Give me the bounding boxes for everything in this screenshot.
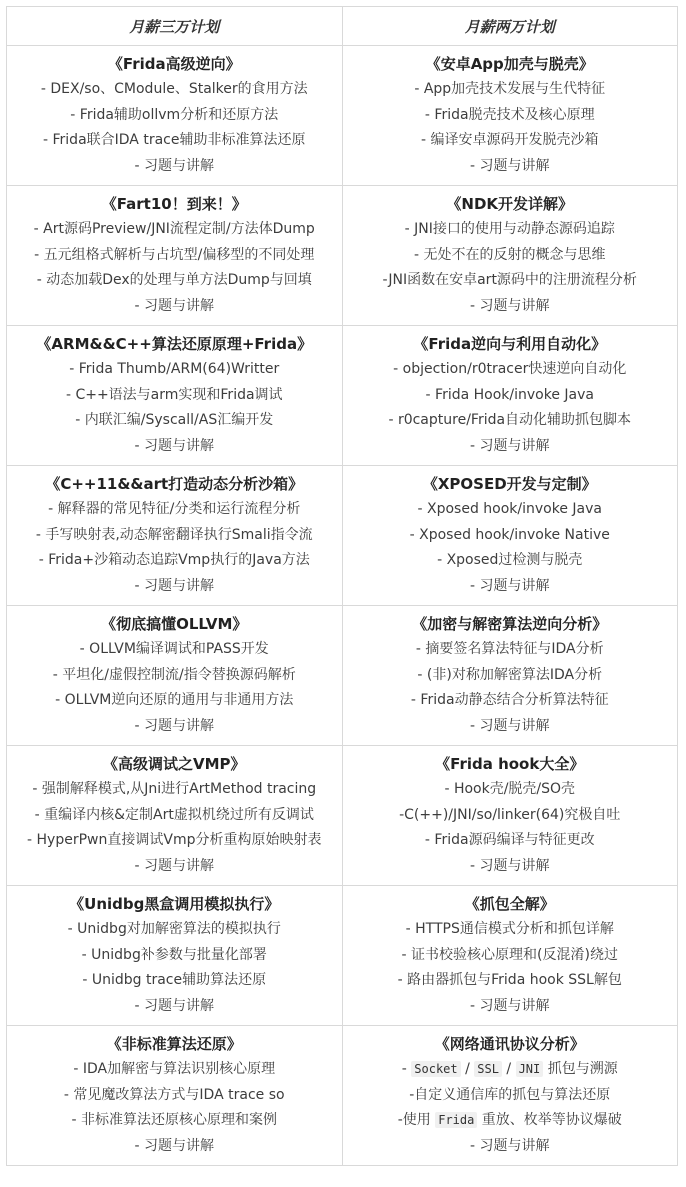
course-title: 《ARM&&C++算法还原原理+Frida》 [36, 335, 313, 353]
inline-code: Frida [435, 1112, 477, 1128]
table-row [7, 746, 678, 886]
course-topic: - Xposed hook/invoke Native [409, 526, 610, 543]
course-title: 《彻底搞懂OLLVM》 [101, 615, 248, 633]
watermark [657, 1143, 668, 1173]
course-topic: - DEX/so、CModule、Stalker的食用方法 [40, 81, 308, 97]
course-title: 《安卓App加壳与脱壳》 [425, 55, 594, 73]
course-topic: -C(++)/JNI/so/linker(64)究极自吐 [399, 806, 621, 823]
course-topic: - Frida Thumb/ARM(64)Writter [69, 361, 280, 377]
course-topic [402, 1057, 618, 1083]
course-topic: - Art源码Preview/JNI流程定制/方法体Dump [33, 221, 315, 237]
course-topic: - 非标准算法还原核心原理和案例 [71, 1112, 277, 1128]
course-topic: - Frida辅助ollvm分析和还原方法 [70, 106, 279, 123]
course-topic: - C++语法与arm实现和Frida调试 [65, 386, 283, 403]
course-topic: -自定义通信库的抓包与算法还原 [409, 1086, 611, 1103]
course-block [7, 332, 342, 459]
course-practice: - 习题与讲解 [469, 437, 550, 454]
course-title: 《Frida hook大全》 [435, 755, 585, 773]
course-topic: - Frida动静态结合分析算法特征 [410, 692, 609, 708]
course-topic: - 无处不在的反射的概念与思维 [413, 246, 606, 263]
course-topic [398, 1108, 622, 1134]
topic-text: 重放、枚举等协议爆破 [477, 1112, 622, 1128]
table-row [7, 606, 678, 746]
topic-text: / [460, 1061, 475, 1077]
table-row [7, 466, 678, 606]
course-topic: - 手写映射表,动态解密翻译执行Smali指令流 [35, 526, 313, 543]
course-topic: - Unidbg补参数与批量化部署 [81, 946, 267, 963]
course-topic: - 重编译内核&定制Art虚拟机绕过所有反调试 [34, 806, 314, 823]
course-topic: - HTTPS通信模式分析和抓包详解 [405, 921, 614, 937]
course-practice: - 习题与讲解 [134, 997, 214, 1014]
course-block [343, 332, 678, 459]
course-practice: - 习题与讲解 [469, 577, 550, 594]
course-practice: - 习题与讲解 [134, 437, 214, 454]
course-cell-left [7, 186, 343, 326]
course-cell-left [7, 326, 343, 466]
course-cell-right [342, 186, 678, 326]
course-title: 《Frida逆向与利用自动化》 [413, 335, 607, 353]
course-topic: - 动态加载Dex的处理与单方法Dump与回填 [36, 272, 312, 288]
course-practice: - 习题与讲解 [469, 157, 550, 174]
course-block [343, 472, 678, 599]
course-topic: - 强制解释模式,从Jni进行ArtMethod tracing [32, 781, 317, 797]
course-topic: - Hook壳/脱壳/SO壳 [444, 781, 576, 797]
table-row [7, 886, 678, 1026]
course-block [343, 752, 678, 879]
course-topic: - Xposed过检测与脱壳 [437, 552, 583, 568]
course-cell-right [342, 606, 678, 746]
course-topic: - Frida源码编译与特征更改 [424, 832, 595, 848]
course-title: 《Unidbg黑盒调用模拟执行》 [69, 895, 280, 913]
course-block [7, 892, 342, 1019]
course-title: 《NDK开发详解》 [446, 195, 574, 213]
course-topic: - 路由器抓包与Frida hook SSL解包 [397, 972, 622, 988]
course-topic: - Unidbg trace辅助算法还原 [82, 972, 267, 988]
course-topic: - Xposed hook/invoke Java [417, 501, 602, 517]
course-topic: - Frida脱壳技术及核心原理 [424, 106, 595, 123]
course-cell-left [7, 746, 343, 886]
course-block [343, 52, 678, 179]
table-row [7, 326, 678, 466]
course-practice: - 习题与讲解 [134, 717, 214, 734]
course-topic: - OLLVM逆向还原的通用与非通用方法 [55, 692, 294, 708]
course-cell-left [7, 1026, 343, 1166]
inline-code: Socket [411, 1061, 460, 1077]
course-topic: - 证书校验核心原理和(反混淆)绕过 [401, 946, 618, 963]
course-cell-left [7, 606, 343, 746]
course-block [343, 192, 678, 319]
course-block [7, 472, 342, 599]
course-cell-right [342, 746, 678, 886]
course-cell-right [342, 46, 678, 186]
course-cell-right [342, 886, 678, 1026]
course-practice: - 习题与讲解 [134, 157, 214, 174]
course-cell-right [342, 1026, 678, 1166]
table-row [7, 1026, 678, 1166]
course-topic: - Frida+沙箱动态追踪Vmp执行的Java方法 [38, 552, 310, 568]
course-practice: - 习题与讲解 [469, 997, 550, 1014]
course-topic: - 常见魔改算法方式与IDA trace so [63, 1086, 285, 1103]
topic-text: -使用 [397, 1112, 436, 1128]
course-topic: - IDA加解密与算法识别核心原理 [73, 1061, 276, 1077]
course-practice: - 习题与讲解 [469, 1137, 550, 1154]
course-topic: - 摘要签名算法特征与IDA分析 [415, 641, 604, 657]
course-practice: - 习题与讲解 [134, 577, 214, 594]
course-topic: - Unidbg对加解密算法的模拟执行 [67, 921, 281, 937]
course-plan-table [6, 6, 678, 1166]
course-topic: - 解释器的常见特征/分类和运行流程分析 [48, 501, 301, 517]
course-practice: - 习题与讲解 [134, 1137, 214, 1154]
course-topic: - r0capture/Frida自动化辅助抓包脚本 [388, 412, 632, 428]
course-cell-left [7, 466, 343, 606]
course-practice: - 习题与讲解 [134, 857, 214, 874]
course-title: 《C++11&&art打造动态分析沙箱》 [45, 475, 304, 493]
topic-text: / [501, 1061, 516, 1077]
course-practice: - 习题与讲解 [469, 857, 550, 874]
table-row [7, 46, 678, 186]
course-block [343, 1032, 678, 1159]
course-topic: - Frida联合IDA trace辅助非标准算法还原 [43, 132, 306, 148]
course-block [343, 892, 678, 1019]
table-header-row [7, 7, 678, 46]
course-title: 《网络通讯协议分析》 [434, 1035, 585, 1053]
course-cell-right [342, 326, 678, 466]
course-block [343, 612, 678, 739]
course-cell-right [342, 466, 678, 606]
course-title: 《加密与解密算法逆向分析》 [412, 615, 608, 633]
inline-code: SSL [474, 1061, 502, 1077]
course-topic: - 内联汇编/Syscall/AS汇编开发 [75, 412, 274, 428]
header-left: 月薪三万计划 [7, 7, 343, 46]
topic-text: - [401, 1061, 412, 1077]
course-topic: - 平坦化/虚假控制流/指令替换源码解析 [52, 666, 296, 683]
course-block [7, 612, 342, 739]
course-block [7, 752, 342, 879]
course-practice: - 习题与讲解 [469, 717, 550, 734]
course-cell-left [7, 886, 343, 1026]
course-topic: - OLLVM编译调试和PASS开发 [79, 641, 269, 657]
header-right: 月薪两万计划 [342, 7, 678, 46]
course-title: 《Fart10！到来！》 [101, 195, 247, 213]
course-topic: - JNI接口的使用与动静态源码追踪 [404, 221, 615, 237]
course-cell-left [7, 46, 343, 186]
course-topic: - objection/r0tracer快速逆向自动化 [393, 361, 627, 377]
course-topic: - HyperPwn直接调试Vmp分析重构原始映射表 [27, 832, 322, 848]
course-title: 《非标准算法还原》 [106, 1035, 242, 1053]
course-block [7, 192, 342, 319]
table-body [7, 46, 678, 1166]
course-practice: - 习题与讲解 [134, 297, 214, 314]
course-topic: - Frida Hook/invoke Java [425, 386, 594, 403]
course-topic: - App加壳技术发展与生代特征 [414, 81, 606, 97]
course-block [7, 52, 342, 179]
course-topic: - (非)对称加解密算法IDA分析 [417, 666, 603, 683]
course-title: 《抓包全解》 [464, 895, 555, 913]
inline-code: JNI [516, 1061, 544, 1077]
course-topic: - 五元组格式解析与占坑型/偏移型的不同处理 [34, 246, 315, 263]
table-row [7, 186, 678, 326]
course-title: 《XPOSED开发与定制》 [422, 475, 597, 493]
course-block [7, 1032, 342, 1159]
course-title: 《高级调试之VMP》 [102, 755, 246, 773]
course-topic: -JNI函数在安卓art源码中的注册流程分析 [382, 272, 637, 288]
course-title: 《Frida高级逆向》 [107, 55, 241, 73]
topic-text: 抓包与溯源 [543, 1061, 618, 1077]
course-topic: - 编译安卓源码开发脱壳沙箱 [420, 132, 599, 148]
course-practice: - 习题与讲解 [469, 297, 550, 314]
